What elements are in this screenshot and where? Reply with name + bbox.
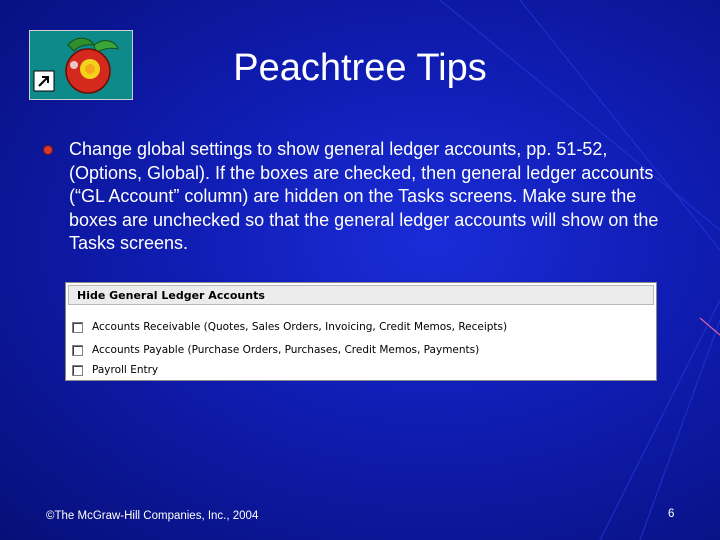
bullet-icon bbox=[44, 146, 52, 154]
option-label: Accounts Payable (Purchase Orders, Purchases, Credit Memos, Payments) bbox=[92, 344, 480, 356]
payroll-entry-checkbox[interactable] bbox=[72, 365, 83, 376]
copyright-footer: ©The McGraw-Hill Companies, Inc., 2004 bbox=[46, 510, 259, 522]
accounts-payable-checkbox[interactable] bbox=[72, 345, 83, 356]
hide-gl-accounts-panel bbox=[65, 282, 657, 381]
slide-title: Peachtree Tips bbox=[233, 47, 487, 89]
panel-title: Hide General Ledger Accounts bbox=[77, 289, 265, 302]
option-label: Accounts Receivable (Quotes, Sales Orders, Invoicing, Credit Memos, Receipts) bbox=[92, 321, 508, 333]
slide-body-text: Change global settings to show general ledger accounts, pp. 51-52, (Options, Global). If the boxes are checked, then general ledger accounts (“GL Account” column) are hidden on the Tasks screens. Make sure the boxes are unchecked so that the general ledger accounts will show on the Tasks screens. bbox=[69, 139, 659, 253]
accounts-receivable-checkbox[interactable] bbox=[72, 322, 83, 333]
option-label: Payroll Entry bbox=[92, 364, 159, 376]
page-number: 6 bbox=[668, 508, 675, 520]
panel-header bbox=[68, 285, 654, 305]
